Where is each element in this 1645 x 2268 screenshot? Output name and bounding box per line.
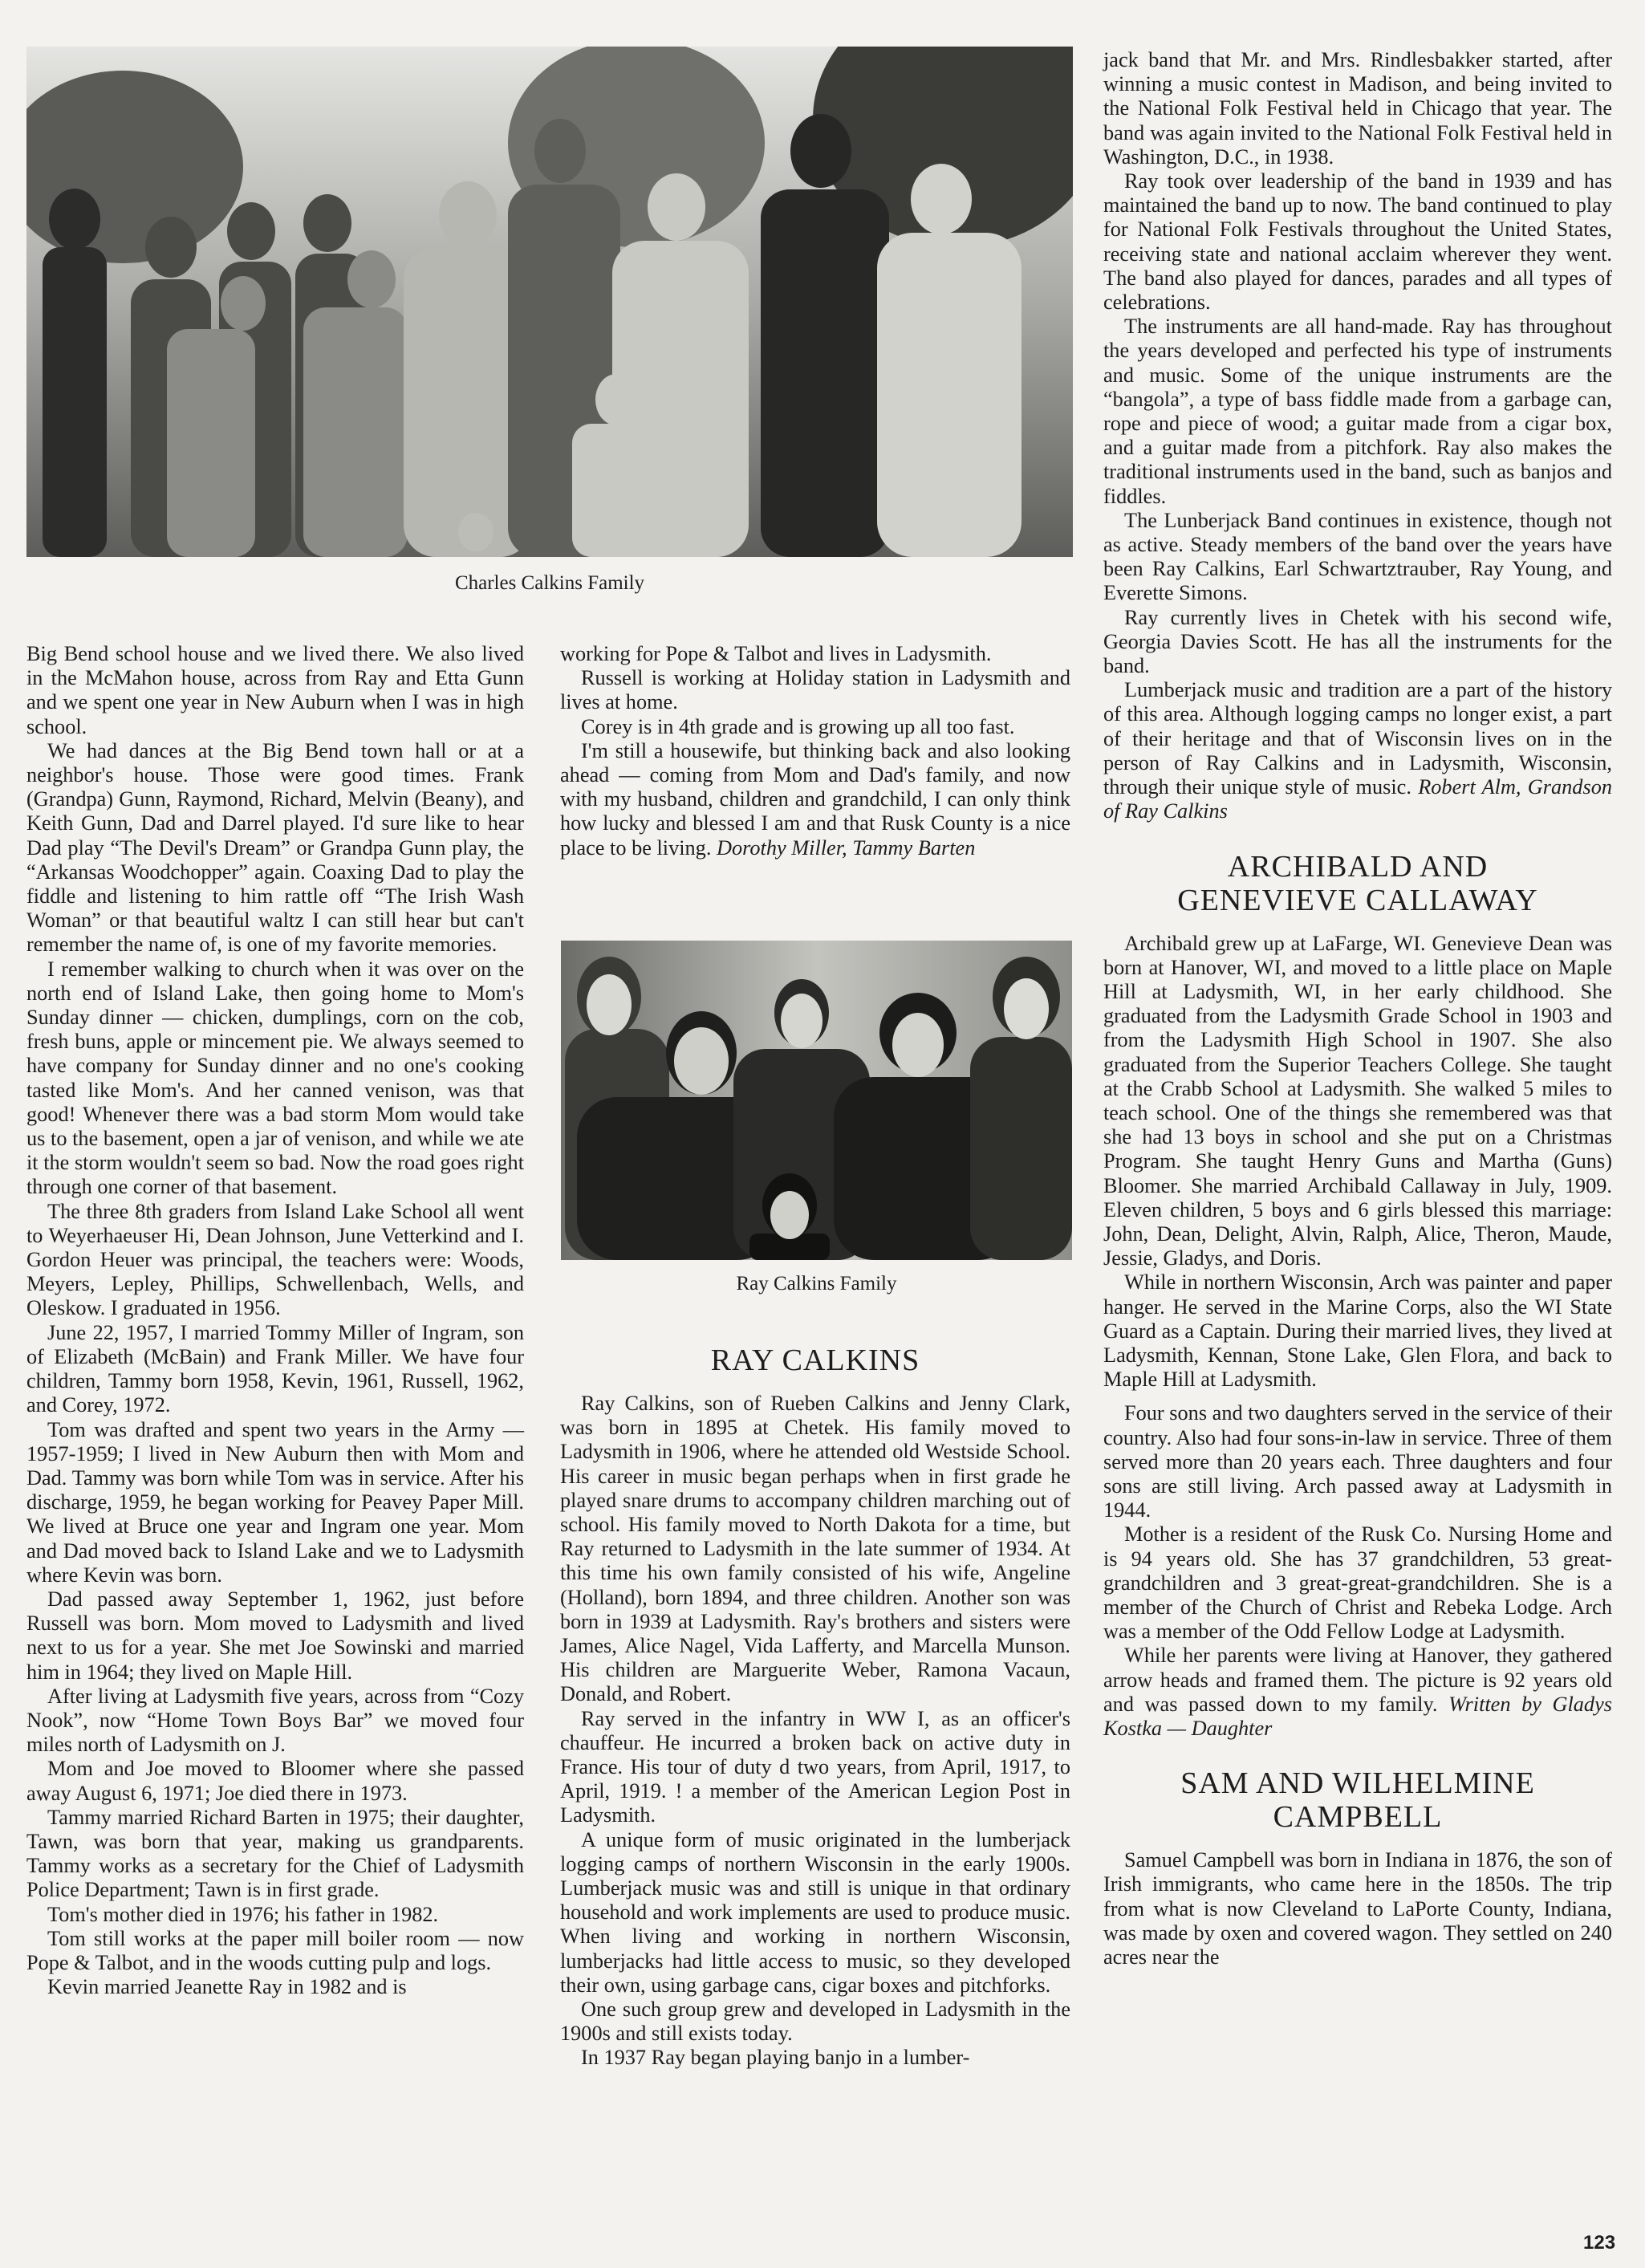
col3-paragraph: jack band that Mr. and Mrs. Rindlesbakker started, after winning a music contest in Madison, and being invited to the National Folk Festival held in Chicago that year. The band was again invited to the National Folk Festival held in Washington, D.C., in 1938.	[1103, 48, 1612, 169]
charles-calkins-family-caption: Charles Calkins Family	[454, 572, 645, 594]
ray-calkins-paragraph: Ray served in the infantry in WW I, as an officer's chauffeur. He incurred a broken back on active duty in France. His tour of duty d two years, from April, 1917, to April, 1919. ! a member of the American Legion Post in Ladysmith.	[560, 1706, 1070, 1827]
column-2-ray-calkins	[560, 1332, 1070, 2071]
ray-calkins-paragraph: One such group grew and developed in Ladysmith in the 1900s and still exists today.	[560, 1998, 1070, 2046]
col3-paragraph	[1103, 678, 1612, 823]
callaway-closing-text: While her parents were living at Hanover, they gathered arrow heads and framed them. The picture is 92 years old and was passed down to my family.	[1103, 1644, 1612, 1716]
column-3	[1103, 48, 1612, 1969]
ray-calkins-paragraph: A unique form of music originated in the lumberjack logging camps of northern Wisconsin in the early 1900s. Lumberjack music was and still is unique in that ordinary household and work implements are used to produce music. When living and working in northern Wisconsin, lumberjacks had little access to music, so they developed their own, using garbage cans, cigar boxes and pitchforks.	[560, 1827, 1070, 1997]
ray-calkins-family-caption: Ray Calkins Family	[736, 1273, 897, 1295]
callaway-paragraph: While in northern Wisconsin, Arch was painter and paper hanger. He served in the Marine Corps, also the WI State Guard as a Captain. During their married lives, they lived at Ladysmith, Kennan, Stone Lake, Glen Flora, and back to Maple Hill at Ladysmith.	[1103, 1270, 1612, 1392]
col3-closing-text: Lumberjack music and tradition are a part of the history of this area. Although logging camps no longer exist, a part of their heritage and that of Wisconsin lives on in the person of Ray Calkins and in Ladysmith, Wisconsin, through their unique style of music.	[1103, 678, 1612, 799]
ray-calkins-paragraph: In 1937 Ray began playing banjo in a lumber-	[581, 2046, 970, 2070]
col1-paragraph: After living at Ladysmith five years, across from “Cozy Nook”, now “Home Town Boys Bar” we moved four miles north of Ladysmith on J.	[26, 1684, 524, 1757]
col1-paragraph: Mom and Joe moved to Bloomer where she passed away August 6, 1971; Joe died there in 1973.	[26, 1757, 524, 1805]
col2-closing-text: I'm still a housewife, but thinking back and also looking ahead — coming from Mom and Dad's family, and now with my husband, children and grandchild, I can only think how lucky and blessed I am and that Rusk County is a nice place to be living.	[560, 738, 1070, 860]
callaway-heading: ARCHIBALD AND GENEVIEVE CALLAWAY	[1177, 849, 1538, 917]
callaway-paragraph: Four sons and two daughters served in the service of their country. Also had four sons-in-law in service. Three of them served more than 20 years each. Three daughters and four sons are still living. Arch passed away at Ladysmith in 1944.	[1103, 1401, 1612, 1522]
callaway-paragraph: Mother is a resident of the Rusk Co. Nursing Home and is 94 years old. She has 37 grandchildren, 53 great-grandchildren and 3 great-great-grandchildren. She is a member of the Church of Christ and Rebeka Lodge. Arch was a member of the Odd Fellow Lodge at Ladysmith.	[1103, 1522, 1612, 1644]
col1-paragraph: Dad passed away September 1, 1962, just before Russell was born. Mom moved to Ladysmith and lived next to us for a year. She met Joe Sowinski and married him in 1964; they lived on Maple Hill.	[26, 1587, 524, 1684]
charles-calkins-family-photo	[26, 47, 1073, 557]
col3-paragraph: Ray currently lives in Chetek with his second wife, Georgia Davies Scott. He has all the instruments for the band.	[1103, 605, 1612, 678]
callaway-paragraph	[1103, 1644, 1612, 1741]
ray-calkins-family-photo	[561, 941, 1072, 1260]
col1-paragraph: I remember walking to church when it was over on the north end of Island Lake, then going home to Mom's Sunday dinner — chicken, dumplings, corn on the cob, fresh buns, apple or mincement pie. We always seemed to have company for Sunday dinner and no one's cooking tasted like Mom's. And her canned venison, was that good! Whenever there was a bad storm Mom would take us to the basement, open a jar of venison, and while we ate it the storm wouldn't seem so bad. Now the road goes right through one corner of that basement.	[26, 957, 524, 1199]
dorothy-miller-author: Dorothy Miller, Tammy Barten	[716, 835, 976, 860]
robert-alm-author: Robert Alm, Grandson of Ray Calkins	[1103, 775, 1612, 823]
callaway-paragraph: Archibald grew up at LaFarge, WI. Genevieve Dean was born at Hanover, WI, and moved to a little place on Maple Hill at Ladysmith, WI, in her early childhood. She graduated from the Ladysmith Grade School in 1903 and from the Ladysmith High School in 1907. She also graduated from the Superior Teachers College. She taught at the Crabb School at Ladysmith. She walked 5 miles to teach school. One of the things she remembered was that she had 13 boys in school and she put on a Christmas Program. She taught Henry Guns and Martha (Guns) Bloomer. She married Archibald Callaway in July, 1909. Eleven children, 5 boys and 6 girls blessed this marriage: John, Dean, Delight, Alvin, Ralph, Alice, Theron, Maude, Jessie, Gladys, and Doris.	[1103, 931, 1612, 1270]
campbell-heading: SAM AND WILHELMINE CAMPBELL	[1180, 1766, 1535, 1835]
ray-calkins-paragraph: Ray Calkins, son of Rueben Calkins and Jenny Clark, was born in 1895 at Chetek. His family moved to Ladysmith in 1906, where he attended old Westside School. His career in music began perhaps when in first grade he played snare drums to accompany children marching out of school. His family moved to North Dakota for a time, but Ray returned to Ladysmith in the late summer of 1934. At this time his own family consisted of his wife, Angeline (Holland), born 1894, and three children. Another son was born in 1939 at Ladysmith. Ray's brothers and sisters were James, Alice Nagel, Vida Lafferty, and Marcella Munson. His children are Marguerite Weber, Ramona Vacaun, Donald, and Robert.	[560, 1392, 1070, 1706]
col3-paragraph: The instruments are all hand-made. Ray has throughout the years developed and perfected his type of instruments and music. Some of the unique instruments are the “bangola”, a type of bass fiddle made from a garbage can, rope and piece of wood; a guitar made from a cigar box, and a guitar made from a pitchfork. Ray also makes the traditional instruments used in the band, such as banjos and fiddles.	[1103, 315, 1612, 508]
col1-paragraph: Kevin married Jeanette Ray in 1982 and is	[47, 1975, 407, 1999]
page-number: 123	[1583, 2232, 1616, 2254]
gladys-kostka-author: Written by Gladys Kostka — Daughter	[1103, 1692, 1612, 1740]
ray-calkins-heading: RAY CALKINS	[710, 1343, 920, 1377]
col1-paragraph: Big Bend school house and we lived there. We also lived in the McMahon house, across from Ray and Etta Gunn and we spent one year in New Auburn when I was in high school.	[26, 642, 524, 738]
col1-paragraph: The three 8th graders from Island Lake School all went to Weyerhaeuser Hi, Dean Johnson, June Vetterkind and I. Gordon Heuer was principal, the teachers were: Woods, Meyers, Lepley, Phillips, Schwellenbach, Wells, and Oleskow. I graduated in 1956.	[26, 1199, 524, 1320]
col1-paragraph: We had dances at the Big Bend town hall or at a neighbor's house. Those were good times. Frank (Grandpa) Gunn, Raymond, Richard, Melvin (Beany), and Keith Gunn, Dad and Darrel played. I'd sure like to hear Dad play “The Devil's Dream” or Grandpa Gunn play, the “Arkansas Woodchopper” again. Coaxing Dad to play the fiddle and listening to him rattle off “The Irish Wash Woman” or that beautiful waltz I can still hear but can't remember the name of, is one of my favorite memories.	[26, 738, 524, 957]
col2-paragraph: Corey is in 4th grade and is growing up all too fast.	[581, 714, 1015, 738]
campbell-paragraph: Samuel Campbell was born in Indiana in 1876, the son of Irish immigrants, who came here in the 1850s. The trip from what is now Cleveland to LaPorte County, Indiana, was made by oxen and covered wagon. They settled on 240 acres near the	[1103, 1848, 1612, 1969]
col1-paragraph: Tom still works at the paper mill boiler room — now Pope & Talbot, and in the woods cutting pulp and logs.	[26, 1926, 524, 1974]
col3-paragraph: Ray took over leadership of the band in 1939 and has maintained the band up to now. The band continued to play for National Folk Festivals throughout the United States, receiving state and national acclaim wherever they went. The band also played for dances, parades and all types of celebrations.	[1103, 169, 1612, 315]
col3-paragraph: The Lunberjack Band continues in existence, though not as active. Steady members of the band over the years have been Ray Calkins, Earl Schwartztrauber, Ray Young, and Everette Simons.	[1103, 508, 1612, 605]
col1-paragraph: Tammy married Richard Barten in 1975; their daughter, Tawn, was born that year, making us grandparents. Tammy works as a secretary for the Chief of Ladysmith Police Department; Tawn is in first grade.	[26, 1805, 524, 1902]
column-1	[26, 642, 524, 1999]
col1-paragraph: June 22, 1957, I married Tommy Miller of Ingram, son of Elizabeth (McBain) and Frank Miller. We have four children, Tammy born 1958, Kevin, 1961, Russell, 1962, and Corey, 1972.	[26, 1320, 524, 1417]
col1-paragraph: Tom was drafted and spent two years in the Army — 1957-1959; I lived in New Auburn then with Mom and Dad. Tammy was born while Tom was in service. After his discharge, 1959, he began working for Peavey Paper Mill. We lived at Bruce one year and Ingram one year. Mom and Dad moved back to Island Lake and we to Ladysmith where Kevin was born.	[26, 1417, 524, 1587]
col2-paragraph	[560, 739, 1070, 860]
col2-paragraph: Russell is working at Holiday station in Ladysmith and lives at home.	[560, 666, 1070, 714]
col2-paragraph: working for Pope & Talbot and lives in Ladysmith.	[560, 642, 992, 665]
col1-paragraph: Tom's mother died in 1976; his father in 1982.	[47, 1902, 439, 1926]
column-2-top	[560, 642, 1070, 860]
